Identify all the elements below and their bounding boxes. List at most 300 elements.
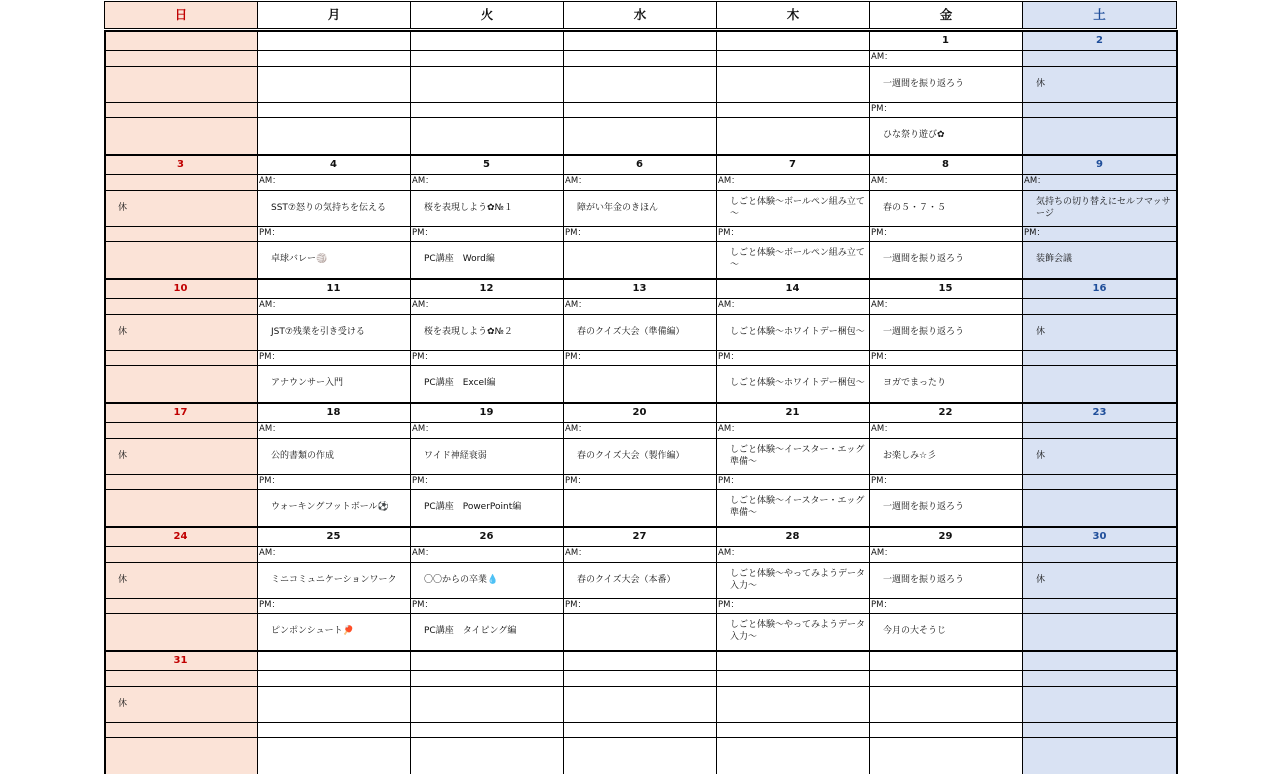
grid-line [104,226,1177,227]
am-activity [257,686,410,722]
grid-line [563,30,564,154]
am-activity [104,66,257,102]
grid-line [410,526,411,650]
pm-activity: PC講座 PowerPoint編 [424,502,522,512]
am-activity [410,66,563,102]
pm-activity [257,117,410,153]
am-label [257,50,410,66]
grid-line [1176,30,1178,154]
am-activity: ミニコミュニケーションワーク [271,575,397,585]
week-row [104,278,1177,402]
pm-activity [716,117,869,153]
pm-label: PM： [412,352,433,362]
am-activity [1022,686,1177,722]
pm-label [257,102,410,117]
pm-label: PM： [259,600,280,610]
am-label: AM： [565,548,587,558]
pm-activity [104,489,257,525]
pm-activity: アナウンサー入門 [271,378,344,388]
pm-label [410,102,563,117]
grid-line [104,402,106,526]
grid-line [1176,154,1178,278]
pm-activity [104,737,257,773]
pm-activity [563,117,716,153]
day-number: 22 [938,407,953,418]
day-number: 23 [1092,407,1107,418]
grid-line [104,438,1177,439]
week-divider [104,526,1177,528]
day-number: 18 [326,407,341,418]
grid-line [563,402,564,526]
am-activity [716,686,869,722]
pm-label: PM： [565,352,586,362]
am-activity: 一週間を振り返ろう [883,327,965,337]
day-number: 2 [1096,35,1103,46]
grid-line [257,526,258,650]
day-number: 27 [632,531,647,542]
am-activity: しごと体験～イースター・エッグ準備～ [730,445,865,467]
am-activity: 障がい年金のきほん [577,203,659,213]
am-activity: 春の５・７・５ [883,203,947,213]
pm-activity: ウォーキングフットボール⚽ [271,502,389,512]
pm-label [104,722,257,737]
weekday-label: 木 [786,7,800,22]
pm-label: PM： [718,352,739,362]
pm-label: PM： [565,228,586,238]
am-label [410,670,563,686]
day-number: 17 [173,407,188,418]
pm-activity [257,737,410,773]
day-number [716,651,869,670]
pm-activity [410,117,563,153]
day-number: 19 [479,407,494,418]
pm-label: PM： [412,600,433,610]
am-activity [869,686,1022,722]
weekday-header [104,1,1177,29]
pm-activity [1022,737,1177,773]
grid-line [104,278,106,402]
am-label [104,670,257,686]
grid-line [410,650,411,774]
pm-activity: しごと体験～やってみようデータ入力～ [730,620,866,642]
day-number: 26 [479,531,494,542]
pm-activity [1022,365,1177,401]
grid-line [716,526,717,650]
grid-line [869,278,870,402]
pm-activity [104,365,257,401]
pm-activity [563,241,716,277]
pm-activity [1022,117,1177,153]
week-divider [104,278,1177,280]
grid-line [1176,402,1178,526]
pm-label: PM： [871,352,892,362]
grid-line [1022,30,1023,154]
am-label: AM： [412,176,434,186]
day-number [563,651,716,670]
am-label [1022,50,1177,66]
pm-activity [563,365,716,401]
day-number: 20 [632,407,647,418]
pm-activity: ヨガでまったり [883,378,947,388]
grid-line [257,278,258,402]
am-activity: 春のクイズ大会（準備編） [577,327,685,337]
grid-line [257,30,258,154]
grid-line [716,650,717,774]
am-label [104,174,257,190]
pm-label: PM： [871,476,892,486]
grid-line [104,50,1177,51]
am-activity: JST⑦残業を引き受ける [271,327,365,337]
am-label [1022,546,1177,562]
am-activity: 休 [118,699,128,709]
pm-label: PM： [412,228,433,238]
pm-label [1022,598,1177,613]
pm-activity: PC講座 Excel編 [424,378,496,388]
weekday-header-cell [410,1,563,29]
am-label [104,546,257,562]
pm-label: PM： [718,476,739,486]
grid-line [104,102,1177,103]
am-label [257,670,410,686]
calendar [104,1,1177,741]
weekday-header-cell [257,1,410,29]
am-label [869,670,1022,686]
day-number: 3 [177,159,184,170]
grid-line [104,650,106,774]
am-activity: しごと体験～ボールペン組み立て～ [730,197,865,219]
weekday-label: 日 [174,7,188,22]
am-label [716,50,869,66]
grid-line [104,154,106,278]
am-activity: しごと体験～やってみようデータ入力～ [730,569,866,591]
day-number: 4 [330,159,337,170]
am-label [563,50,716,66]
day-number: 29 [938,531,953,542]
weekday-header-cell [869,1,1022,29]
grid-line [104,365,1177,366]
weekday-header-cell [104,1,257,29]
am-activity [563,686,716,722]
am-activity: 一週間を振り返ろう [883,79,965,89]
pm-label [563,102,716,117]
grid-line [104,117,1177,118]
am-activity: 休 [118,203,128,213]
pm-label [410,722,563,737]
pm-label [563,722,716,737]
am-label: AM： [259,548,281,558]
grid-line [104,598,1177,599]
pm-label [1022,102,1177,117]
weekday-label: 土 [1093,7,1106,22]
am-label [104,422,257,438]
am-label [104,298,257,314]
pm-label: PM： [412,476,433,486]
day-number [1022,651,1177,670]
pm-label: PM： [1024,228,1045,238]
grid-line [104,474,1177,475]
grid-line [563,650,564,774]
pm-activity [1022,489,1177,525]
am-activity: 春のクイズ大会（製作編） [577,451,685,461]
am-activity: SST⑦怒りの気持ちを伝える [271,203,386,213]
pm-activity [104,241,257,277]
day-number: 25 [326,531,341,542]
pm-activity [716,737,869,773]
pm-activity: しごと体験～ボールペン組み立て～ [730,248,865,270]
grid-line [104,314,1177,315]
grid-line [410,30,411,154]
am-activity: 気持ちの切り替えにセルフマッサージ [1036,197,1171,219]
pm-label: PM： [871,228,892,238]
am-label: AM： [871,176,893,186]
day-number: 15 [938,283,953,294]
grid-line [104,526,106,650]
am-label: AM： [565,176,587,186]
am-label: AM： [412,300,434,310]
pm-label [104,350,257,365]
grid-line [104,30,106,154]
pm-label: PM： [565,476,586,486]
am-activity: 休 [118,327,128,337]
am-activity: 春のクイズ大会（本番） [577,575,676,585]
grid-line [716,30,717,154]
day-number: 13 [632,283,647,294]
week-row [104,526,1177,650]
grid-line [563,526,564,650]
day-number: 31 [173,655,188,666]
grid-line [104,174,1177,175]
day-number: 6 [636,159,643,170]
grid-line [104,613,1177,614]
week-row [104,402,1177,526]
grid-line [410,154,411,278]
am-label: AM： [718,548,740,558]
day-number: 8 [942,159,949,170]
am-label [716,670,869,686]
am-label: AM： [718,176,740,186]
weekday-label: 水 [633,7,647,22]
pm-activity: しごと体験～イースター・エッグ準備～ [730,496,865,518]
grid-line [1022,278,1023,402]
pm-label: PM： [259,476,280,486]
day-number: 24 [173,531,188,542]
day-number [563,31,716,50]
pm-label [716,722,869,737]
pm-label: PM： [259,228,280,238]
grid-line [716,402,717,526]
am-label: AM： [871,300,893,310]
grid-line [257,402,258,526]
pm-activity [104,613,257,649]
am-activity: 桜を表現しよう✿№２ [424,327,513,337]
grid-line [104,562,1177,563]
weekday-label: 金 [939,7,953,22]
grid-line [104,670,1177,671]
grid-line [1176,526,1178,650]
pm-label [257,722,410,737]
am-label [1022,422,1177,438]
am-label: AM： [871,548,893,558]
pm-activity [563,737,716,773]
grid-line [104,422,1177,423]
am-label [1022,298,1177,314]
day-number: 14 [785,283,800,294]
day-number: 1 [942,35,949,46]
grid-line [716,278,717,402]
grid-line [257,650,258,774]
am-activity: 桜を表現しよう✿№１ [424,203,513,213]
am-label: AM： [718,300,740,310]
grid-line [104,350,1177,351]
week-divider [104,402,1177,404]
pm-label [1022,350,1177,365]
am-label: AM： [565,424,587,434]
am-activity [716,66,869,102]
weekday-header-cell [563,1,716,29]
pm-activity [869,737,1022,773]
day-number [869,651,1022,670]
pm-activity: PC講座 タイピング編 [424,626,517,636]
day-number: 28 [785,531,800,542]
grid-line [257,154,258,278]
pm-activity [410,737,563,773]
pm-label: PM： [871,600,892,610]
weekday-header-cell [1022,1,1177,29]
grid-line [563,278,564,402]
am-activity: 休 [1036,451,1046,461]
grid-line [1022,650,1023,774]
pm-label: PM： [259,352,280,362]
grid-line [1022,526,1023,650]
am-label: AM： [412,424,434,434]
pm-activity: ひな祭り遊び✿ [883,130,945,140]
grid-line [1022,402,1023,526]
pm-label: PM： [718,600,739,610]
grid-line [869,154,870,278]
pm-activity: ピンポンシュート🏓 [271,626,354,636]
am-label: AM： [259,424,281,434]
pm-label [104,226,257,241]
am-activity [410,686,563,722]
grid-line [1176,650,1178,774]
am-activity: 休 [118,451,128,461]
day-number: 30 [1092,531,1107,542]
grid-line [869,402,870,526]
grid-line [1176,278,1178,402]
grid-line [869,30,870,154]
pm-activity [563,613,716,649]
pm-label [1022,722,1177,737]
am-label: AM： [871,424,893,434]
day-number: 7 [789,159,796,170]
grid-line [563,154,564,278]
week-divider [104,650,1177,652]
pm-activity [1022,613,1177,649]
day-number: 10 [173,283,188,294]
week-divider [104,30,1177,32]
pm-label [104,474,257,489]
week-row [104,154,1177,278]
am-activity: 休 [1036,79,1046,89]
am-activity: 一週間を振り返ろう [883,575,965,585]
am-label: AM： [565,300,587,310]
grid-line [104,190,1177,191]
grid-line [410,278,411,402]
pm-label [104,102,257,117]
am-activity: 休 [1036,327,1046,337]
day-number [410,31,563,50]
pm-activity: 一週間を振り返ろう [883,254,965,264]
am-activity: 〇〇からの卒業💧 [424,575,499,585]
grid-line [104,298,1177,299]
pm-activity: 今月の大そうじ [883,626,947,636]
pm-label: PM： [565,600,586,610]
grid-line [104,546,1177,547]
am-activity: お楽しみ☆彡 [883,451,937,461]
day-number: 16 [1092,283,1107,294]
grid-line [104,722,1177,723]
am-activity: しごと体験～ホワイトデー梱包～ [730,327,865,337]
grid-line [410,402,411,526]
day-number: 9 [1096,159,1103,170]
grid-line [869,526,870,650]
day-number [410,651,563,670]
weekday-header-cell [716,1,869,29]
am-label [1022,670,1177,686]
grid-line [104,66,1177,67]
pm-activity: 装飾会議 [1036,254,1073,264]
day-number [716,31,869,50]
grid-line [104,241,1177,242]
grid-line [1022,154,1023,278]
am-label: AM： [259,300,281,310]
pm-label: PM： [718,228,739,238]
am-label [410,50,563,66]
am-activity [563,66,716,102]
weekday-label: 月 [327,7,341,22]
grid-line [104,489,1177,490]
pm-activity: しごと体験～ホワイトデー梱包～ [730,378,865,388]
am-label [563,670,716,686]
week-row [104,30,1177,154]
weekday-label: 火 [480,7,494,22]
day-number [104,31,257,50]
pm-label [869,722,1022,737]
am-activity: 休 [1036,575,1046,585]
day-number [257,31,410,50]
pm-label: PM： [871,104,892,114]
pm-activity: 一週間を振り返ろう [883,502,965,512]
grid-line [104,686,1177,687]
day-number: 21 [785,407,800,418]
am-activity: 休 [118,575,128,585]
grid-line [716,154,717,278]
pm-label [1022,474,1177,489]
grid-line [869,650,870,774]
pm-activity [104,117,257,153]
am-label: AM： [871,52,893,62]
am-activity: 公的書類の作成 [271,451,335,461]
am-label: AM： [412,548,434,558]
day-number: 5 [483,159,490,170]
pm-activity: 卓球バレー🏐 [271,254,328,264]
week-row [104,650,1177,774]
day-number: 11 [326,283,341,294]
day-number [257,651,410,670]
am-label: AM： [718,424,740,434]
pm-activity [563,489,716,525]
am-activity: ワイド神経衰弱 [424,451,487,461]
